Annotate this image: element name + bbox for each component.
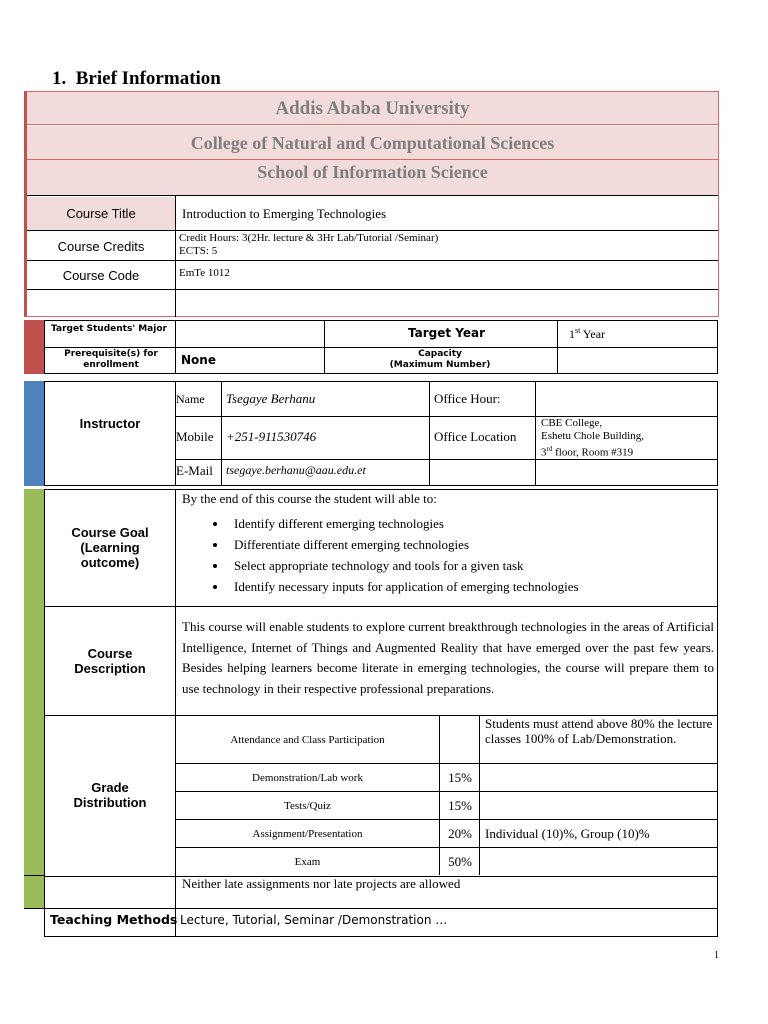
university-title: Addis Ababa University: [27, 92, 718, 125]
goal-item: • Differentiate different emerging technologies: [228, 534, 712, 555]
target-year-label: Target Year: [408, 326, 486, 340]
section-title: Brief Information: [75, 68, 221, 89]
name-value: Tsegaye Berhanu: [226, 391, 316, 406]
grade-row-pct: 15%: [448, 769, 472, 785]
goal-item: • Identify necessary inputs for application of emerging technologies: [228, 576, 712, 597]
name-label: Name: [176, 392, 205, 406]
section-number: 1.: [52, 68, 67, 89]
course-code-value: EmTe 1012: [179, 267, 230, 279]
late-policy-note: Neither late assignments nor late projects are allowed: [182, 876, 461, 891]
grade-row-note: Individual (10)%, Group (10)%: [485, 825, 650, 841]
mobile-value: +251-911530746: [226, 429, 317, 444]
course-goal-content: [182, 491, 712, 597]
grade-row-pct: 50%: [448, 853, 472, 869]
grade-row-item: Exam: [294, 855, 321, 868]
grade-row-note: Students must attend above 80% the lecture classes 100% of Lab/Demonstration.: [485, 716, 713, 746]
grade-row-item: Attendance and Class Participation: [230, 733, 385, 746]
goal-intro: By the end of this course the student will able to:: [182, 491, 437, 506]
grade-row-pct: 15%: [448, 797, 472, 813]
grade-row-item: Tests/Quiz: [284, 799, 331, 812]
college-title: College of Natural and Computational Sciences: [27, 126, 718, 160]
email-value: tsegaye.berhanu@aau.edu.et: [226, 463, 366, 477]
grade-row-item: Assignment/Presentation: [252, 827, 363, 840]
course-goal-label: Course Goal (Learning outcome): [71, 525, 149, 570]
teaching-methods-label: Teaching Methods: [50, 912, 178, 927]
instructor-bar: [24, 381, 44, 486]
office-location-value: CBE College, Eshetu Chole Building, 3rd floor, Room #319: [541, 417, 644, 459]
course-code-label: Course Code: [62, 268, 140, 283]
school-title: School of Information Science: [27, 160, 718, 196]
course-description-label: Course Description: [74, 646, 146, 676]
mobile-label: Mobile: [176, 429, 214, 444]
page-number: 1: [714, 950, 719, 961]
office-hour-label: Office Hour:: [434, 391, 501, 406]
course-title-value: Introduction to Emerging Technologies: [182, 205, 387, 221]
course-credits-value: Credit Hours: 3(2Hr. lecture & 3Hr Lab/Tutorial /Seminar) ECTS: 5: [179, 232, 439, 257]
grade-row-item: Demonstration/Lab work: [252, 771, 363, 784]
main-green-bar: [24, 489, 44, 909]
email-label: E-Mail: [176, 463, 213, 478]
target-bar: [24, 320, 44, 374]
prereq-label: Prerequisite(s) for enrollment: [64, 349, 158, 370]
instructor-label: Instructor: [79, 415, 141, 431]
grade-row-pct: 20%: [448, 825, 472, 841]
section-heading: [52, 68, 221, 90]
target-students-label: Target Students' Major: [51, 324, 167, 334]
office-location-label: Office Location: [434, 429, 517, 444]
grade-distribution-label: Grade Distribution: [73, 780, 147, 810]
course-title-label: Course Title: [27, 197, 175, 230]
teaching-methods-value: Lecture, Tutorial, Seminar /Demonstration …: [180, 913, 448, 927]
goal-item: • Identify different emerging technologies: [228, 513, 712, 534]
course-credits-label: Course Credits: [57, 238, 145, 254]
goal-item: • Select appropriate technology and tools for a given task: [228, 555, 712, 576]
capacity-label: Capacity (Maximum Number): [389, 349, 491, 370]
course-description-text: This course will enable students to explore current breakthrough technologies in the areas of Artificial Intelligence, Internet of Things and Augmented Reality that have emerged over the past few years. Besides helping learners become literate in emerging technologies, the course will prepare them to use technology in their respective professional preparations.: [182, 619, 714, 696]
target-year-value: 1st Year: [569, 326, 606, 341]
prereq-value: None: [181, 353, 216, 367]
